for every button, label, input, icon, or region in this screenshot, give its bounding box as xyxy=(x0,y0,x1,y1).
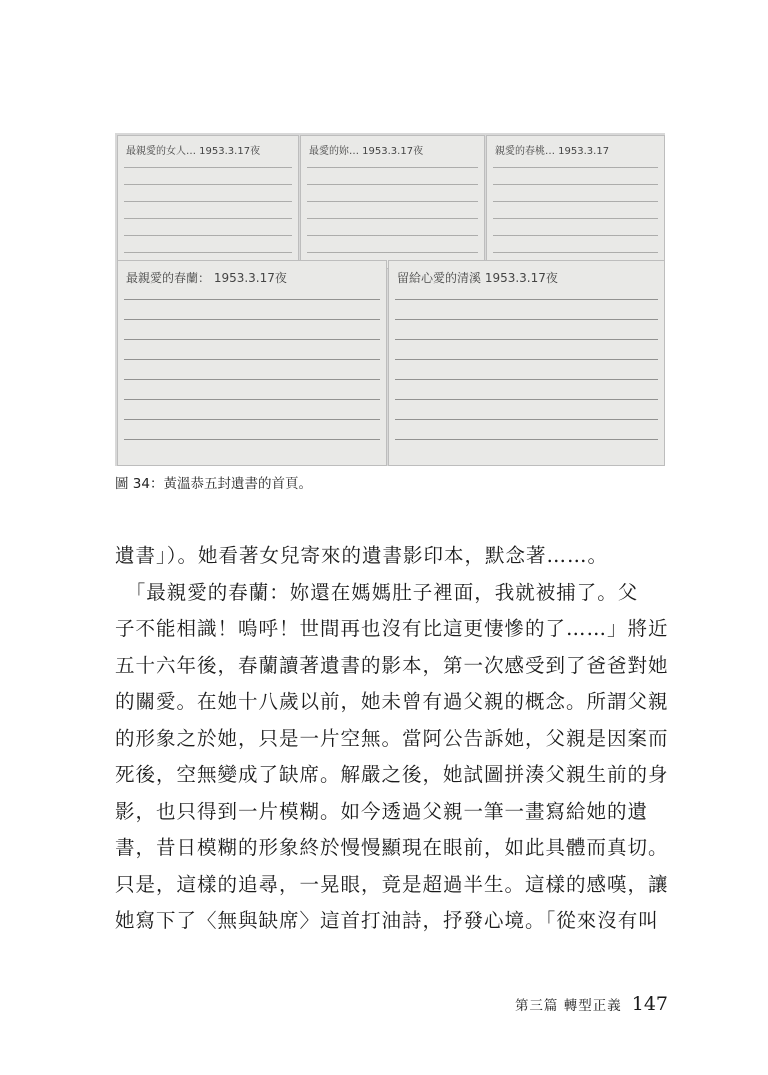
body-line: 的形象之於她，只是一片空無。當阿公告訴她，父親是因案而 xyxy=(115,726,669,750)
body-line: 死後，空無變成了缺席。解嚴之後，她試圖拼湊父親生前的身 xyxy=(115,763,669,786)
letter-header: 最親愛的春蘭： 1953.3.17夜 xyxy=(126,271,287,285)
body-line: 書，昔日模糊的形象終於慢慢顯現在眼前，如此具體而真切。 xyxy=(115,836,669,859)
body-line: 五十六年後，春蘭讀著遺書的影本，第一次感受到了爸爸對她 xyxy=(115,653,669,677)
page-footer xyxy=(515,993,668,1015)
handwriting xyxy=(493,158,658,262)
letter-header: 留給心愛的清溪 1953.3.17夜 xyxy=(397,271,558,285)
body-text xyxy=(115,538,675,940)
letter-header: 最親愛的女人… 1953.3.17夜 xyxy=(126,146,261,157)
letters-photo xyxy=(115,133,665,466)
body-line: 子不能相識！嗚呼！世間再也沒有比這更悽慘的了……」將近 xyxy=(115,617,669,640)
letter-scan-3 xyxy=(486,135,665,269)
body-line: 她寫下了〈無與缺席〉這首打油詩，抒發心境。「從來沒有叫 xyxy=(115,909,659,932)
letter-scan-2 xyxy=(300,135,485,269)
body-line: 的關愛。在她十八歲以前，她未曾有過父親的概念。所謂父親 xyxy=(115,690,669,713)
letter-header: 親愛的春桃… 1953.3.17 xyxy=(495,146,610,157)
body-line: 影，也只得到一片模糊。如今透過父親一筆一畫寫給她的遺 xyxy=(115,799,649,823)
figure-caption: 圖 34：黃溫恭五封遺書的首頁。 xyxy=(115,476,312,492)
body-line: 遺書」）。她看著女兒寄來的遺書影印本，默念著……。 xyxy=(115,544,609,567)
handwriting xyxy=(124,289,380,459)
letter-scan-5 xyxy=(388,260,665,466)
letter-header: 最愛的妳… 1953.3.17夜 xyxy=(309,146,424,157)
section-title: 第三篇 轉型正義 xyxy=(514,998,622,1014)
handwriting xyxy=(124,158,292,262)
body-line: 「最親愛的春蘭：妳還在媽媽肚子裡面，我就被捕了。父 xyxy=(115,580,639,604)
letter-scan-4 xyxy=(117,260,387,466)
letter-scan-1 xyxy=(117,135,299,269)
handwriting xyxy=(307,158,478,262)
body-line: 只是，這樣的追尋，一晃眼，竟是超過半生。這樣的感嘆，讓 xyxy=(115,872,669,896)
page-number: 147 xyxy=(631,993,668,1015)
handwriting xyxy=(395,289,658,459)
